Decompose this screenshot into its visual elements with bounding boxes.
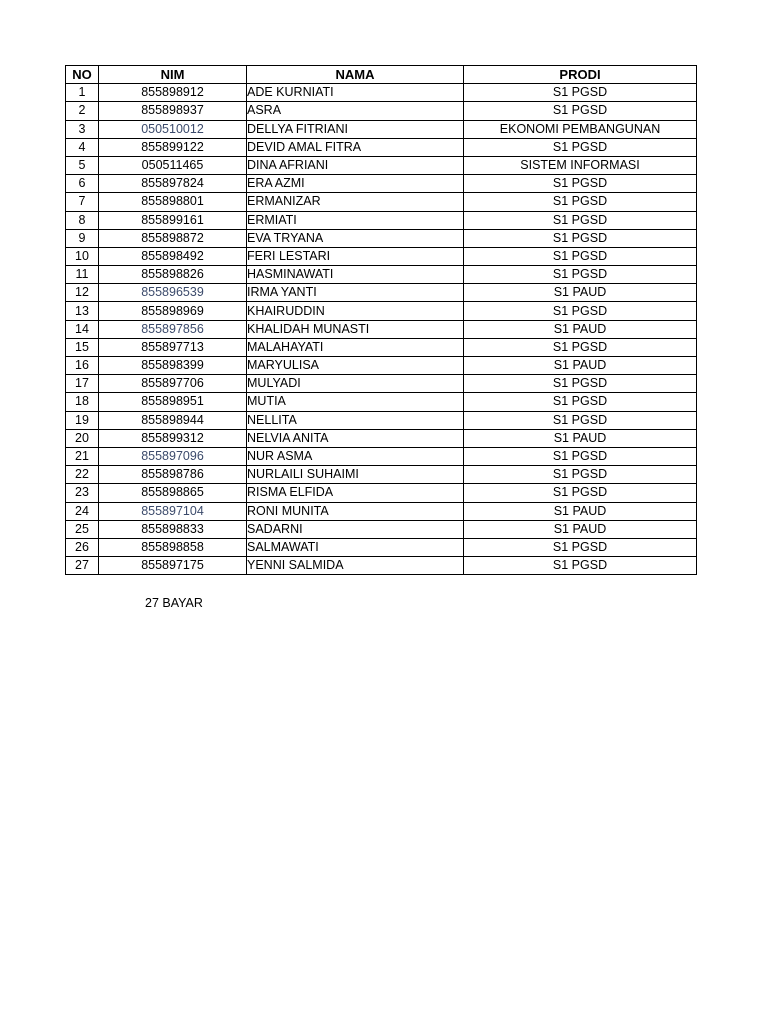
row-no: 11	[66, 266, 99, 284]
row-nama: ERA AZMI	[247, 175, 464, 193]
table-row	[66, 393, 697, 411]
table-row	[66, 375, 697, 393]
table-row	[66, 284, 697, 302]
row-prodi: S1 PAUD	[464, 320, 697, 338]
row-no: 2	[66, 102, 99, 120]
row-no: 9	[66, 229, 99, 247]
row-nama: MUTIA	[247, 393, 464, 411]
row-nama: KHALIDAH MUNASTI	[247, 320, 464, 338]
table-row	[66, 266, 697, 284]
row-nama: RONI MUNITA	[247, 502, 464, 520]
row-nama: NELVIA ANITA	[247, 429, 464, 447]
row-nama: MALAHAYATI	[247, 338, 464, 356]
row-nama: EVA TRYANA	[247, 229, 464, 247]
row-no: 16	[66, 357, 99, 375]
table-row	[66, 320, 697, 338]
row-prodi: S1 PAUD	[464, 429, 697, 447]
table-row	[66, 338, 697, 356]
row-prodi: S1 PGSD	[464, 266, 697, 284]
table-row	[66, 102, 697, 120]
row-no: 13	[66, 302, 99, 320]
row-nim: 855899122	[99, 138, 247, 156]
row-nim: 050510012	[99, 120, 247, 138]
row-nama: MULYADI	[247, 375, 464, 393]
row-prodi: S1 PGSD	[464, 302, 697, 320]
row-no: 27	[66, 557, 99, 575]
row-nim: 855898872	[99, 229, 247, 247]
table-row	[66, 520, 697, 538]
table-row	[66, 429, 697, 447]
row-prodi: S1 PGSD	[464, 538, 697, 556]
row-nama: HASMINAWATI	[247, 266, 464, 284]
row-nim: 855897856	[99, 320, 247, 338]
row-prodi: S1 PGSD	[464, 338, 697, 356]
header-prodi: PRODI	[464, 66, 697, 84]
table-row	[66, 411, 697, 429]
table-row	[66, 557, 697, 575]
row-prodi: S1 PGSD	[464, 411, 697, 429]
row-prodi: S1 PGSD	[464, 102, 697, 120]
row-no: 10	[66, 247, 99, 265]
row-no: 1	[66, 84, 99, 102]
row-no: 3	[66, 120, 99, 138]
table-row	[66, 247, 697, 265]
row-nim: 855897824	[99, 175, 247, 193]
header-nama: NAMA	[247, 66, 464, 84]
student-table	[65, 65, 697, 575]
table-row	[66, 538, 697, 556]
row-no: 6	[66, 175, 99, 193]
row-nim: 855897104	[99, 502, 247, 520]
row-nama: ERMIATI	[247, 211, 464, 229]
row-prodi: S1 PGSD	[464, 466, 697, 484]
row-prodi: S1 PAUD	[464, 284, 697, 302]
table-row	[66, 302, 697, 320]
table-row	[66, 211, 697, 229]
row-no: 24	[66, 502, 99, 520]
row-prodi: S1 PGSD	[464, 138, 697, 156]
row-no: 18	[66, 393, 99, 411]
row-nim: 855898969	[99, 302, 247, 320]
table-row	[66, 138, 697, 156]
table-row	[66, 466, 697, 484]
row-nim: 855898951	[99, 393, 247, 411]
row-no: 7	[66, 193, 99, 211]
table-body	[66, 84, 697, 575]
table-row	[66, 229, 697, 247]
row-no: 12	[66, 284, 99, 302]
table-row	[66, 484, 697, 502]
row-no: 20	[66, 429, 99, 447]
row-nim: 855897706	[99, 375, 247, 393]
table-row	[66, 84, 697, 102]
row-prodi: S1 PAUD	[464, 357, 697, 375]
row-prodi: S1 PGSD	[464, 393, 697, 411]
row-nim: 855898858	[99, 538, 247, 556]
table-row	[66, 175, 697, 193]
table-row	[66, 357, 697, 375]
row-nama: NUR ASMA	[247, 447, 464, 465]
payment-summary: 27 BAYAR	[145, 596, 203, 610]
row-no: 21	[66, 447, 99, 465]
row-prodi: S1 PGSD	[464, 193, 697, 211]
row-no: 19	[66, 411, 99, 429]
header-no: NO	[66, 66, 99, 84]
header-nim: NIM	[99, 66, 247, 84]
row-nim: 855898786	[99, 466, 247, 484]
row-nama: DEVID AMAL FITRA	[247, 138, 464, 156]
table-row	[66, 447, 697, 465]
row-nim: 855898937	[99, 102, 247, 120]
row-no: 17	[66, 375, 99, 393]
row-nama: SADARNI	[247, 520, 464, 538]
row-nim: 855898399	[99, 357, 247, 375]
row-prodi: EKONOMI PEMBANGUNAN	[464, 120, 697, 138]
row-prodi: S1 PGSD	[464, 375, 697, 393]
row-no: 25	[66, 520, 99, 538]
row-nama: FERI LESTARI	[247, 247, 464, 265]
row-nim: 855898944	[99, 411, 247, 429]
row-nama: RISMA ELFIDA	[247, 484, 464, 502]
table-row	[66, 193, 697, 211]
row-no: 26	[66, 538, 99, 556]
row-nama: DELLYA FITRIANI	[247, 120, 464, 138]
row-prodi: S1 PGSD	[464, 557, 697, 575]
row-nama: DINA AFRIANI	[247, 156, 464, 174]
row-nim: 855898912	[99, 84, 247, 102]
row-prodi: S1 PGSD	[464, 84, 697, 102]
table-row	[66, 156, 697, 174]
row-nim: 050511465	[99, 156, 247, 174]
row-prodi: S1 PGSD	[464, 229, 697, 247]
row-nama: ERMANIZAR	[247, 193, 464, 211]
row-no: 8	[66, 211, 99, 229]
row-prodi: S1 PGSD	[464, 447, 697, 465]
row-nim: 855899161	[99, 211, 247, 229]
row-nama: ADE KURNIATI	[247, 84, 464, 102]
row-nim: 855897096	[99, 447, 247, 465]
row-nim: 855898492	[99, 247, 247, 265]
table-row	[66, 120, 697, 138]
row-nama: NURLAILI SUHAIMI	[247, 466, 464, 484]
row-prodi: SISTEM INFORMASI	[464, 156, 697, 174]
row-nim: 855897713	[99, 338, 247, 356]
row-nim: 855897175	[99, 557, 247, 575]
row-nama: SALMAWATI	[247, 538, 464, 556]
row-prodi: S1 PAUD	[464, 502, 697, 520]
row-nama: ASRA	[247, 102, 464, 120]
row-nama: YENNI SALMIDA	[247, 557, 464, 575]
row-prodi: S1 PGSD	[464, 175, 697, 193]
table-row	[66, 502, 697, 520]
row-prodi: S1 PGSD	[464, 211, 697, 229]
table-header-row	[66, 66, 697, 84]
row-nim: 855898801	[99, 193, 247, 211]
row-nim: 855898865	[99, 484, 247, 502]
row-nama: IRMA YANTI	[247, 284, 464, 302]
row-nim: 855898833	[99, 520, 247, 538]
row-no: 22	[66, 466, 99, 484]
row-no: 4	[66, 138, 99, 156]
row-no: 23	[66, 484, 99, 502]
row-nama: KHAIRUDDIN	[247, 302, 464, 320]
row-nim: 855896539	[99, 284, 247, 302]
row-no: 5	[66, 156, 99, 174]
row-no: 14	[66, 320, 99, 338]
row-nim: 855898826	[99, 266, 247, 284]
row-nama: NELLITA	[247, 411, 464, 429]
row-prodi: S1 PAUD	[464, 520, 697, 538]
row-no: 15	[66, 338, 99, 356]
row-nama: MARYULISA	[247, 357, 464, 375]
row-prodi: S1 PGSD	[464, 484, 697, 502]
row-nim: 855899312	[99, 429, 247, 447]
row-prodi: S1 PGSD	[464, 247, 697, 265]
